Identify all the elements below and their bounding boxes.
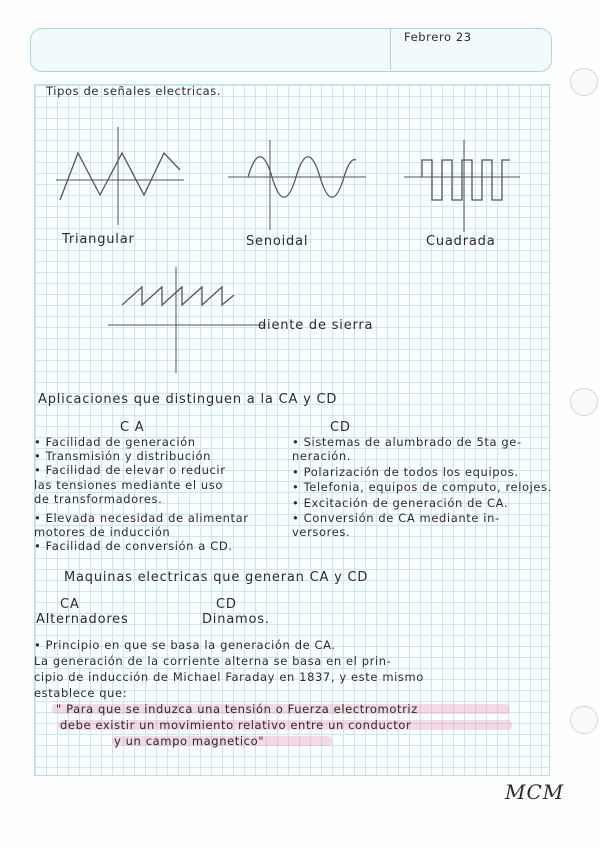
label-sierra: diente de sierra — [258, 318, 374, 333]
ca-line: • Facilidad de conversión a CD. — [34, 539, 233, 553]
principle-line: establece que: — [34, 686, 128, 700]
square-wave-graph — [404, 140, 524, 232]
ca-line: • Transmisión y distribución — [34, 449, 212, 463]
principle-line: • Principio en que se basa la generación de CA. — [34, 638, 336, 652]
cd-line: • Conversión de CA mediante in- — [292, 511, 500, 525]
quote-line: y un campo magnetico" — [114, 734, 265, 748]
ca-line: motores de inducción — [34, 525, 171, 539]
binder-hole — [570, 706, 598, 734]
date-text: Febrero 23 — [404, 30, 472, 44]
binder-hole — [570, 388, 598, 416]
principle-line: cipio de inducción de Michael Faraday en 1837, y este mismo — [34, 670, 424, 684]
sawtooth-wave-graph — [108, 265, 268, 375]
principle-line: La generación de la corriente alterna se basa en el prin- — [34, 654, 392, 668]
column-header-cd: CD — [330, 420, 351, 435]
label-cuadrada: Cuadrada — [426, 234, 496, 249]
label-senoidal: Senoidal — [246, 234, 309, 249]
ca-line: las tensiones mediante el uso — [34, 478, 223, 492]
sine-wave-graph — [228, 140, 368, 230]
quote-line: " Para que se induzca una tensión o Fuerza electromotriz — [56, 702, 418, 716]
column-header-ca: C A — [120, 420, 145, 435]
machines-cd-header: CD — [216, 597, 237, 612]
signature: MCM — [505, 780, 565, 804]
section-title-applications: Aplicaciones que distinguen a la CA y CD — [38, 392, 338, 407]
header-divider — [390, 28, 391, 70]
cd-line: versores. — [292, 525, 351, 539]
machines-ca-item: Alternadores — [36, 612, 129, 627]
quote-line: debe existir un movimiento relativo entre un conductor — [60, 718, 412, 732]
ca-line: • Facilidad de elevar o reducir — [34, 463, 226, 477]
section-title-signal-types: Tipos de señales electricas. — [46, 84, 222, 98]
cd-line: • Telefonia, equipos de computo, relojes. — [292, 480, 552, 494]
triangular-wave-graph — [56, 125, 186, 225]
cd-line: neración. — [292, 449, 352, 463]
section-title-machines: Maquinas electricas que generan CA y CD — [64, 570, 369, 585]
cd-line: • Polarización de todos los equipos. — [292, 465, 519, 479]
ca-line: de transformadores. — [34, 492, 163, 506]
header-box — [30, 28, 552, 72]
machines-ca-header: CA — [60, 597, 80, 612]
cd-line: • Sistemas de alumbrado de 5ta ge- — [292, 435, 522, 449]
cd-line: • Excitación de generación de CA. — [292, 496, 509, 510]
ca-line: • Elevada necesidad de alimentar — [34, 511, 249, 525]
machines-cd-item: Dinamos. — [202, 612, 270, 627]
label-triangular: Triangular — [62, 232, 135, 247]
ca-line: • Facilidad de generación — [34, 435, 196, 449]
binder-hole — [570, 68, 598, 96]
